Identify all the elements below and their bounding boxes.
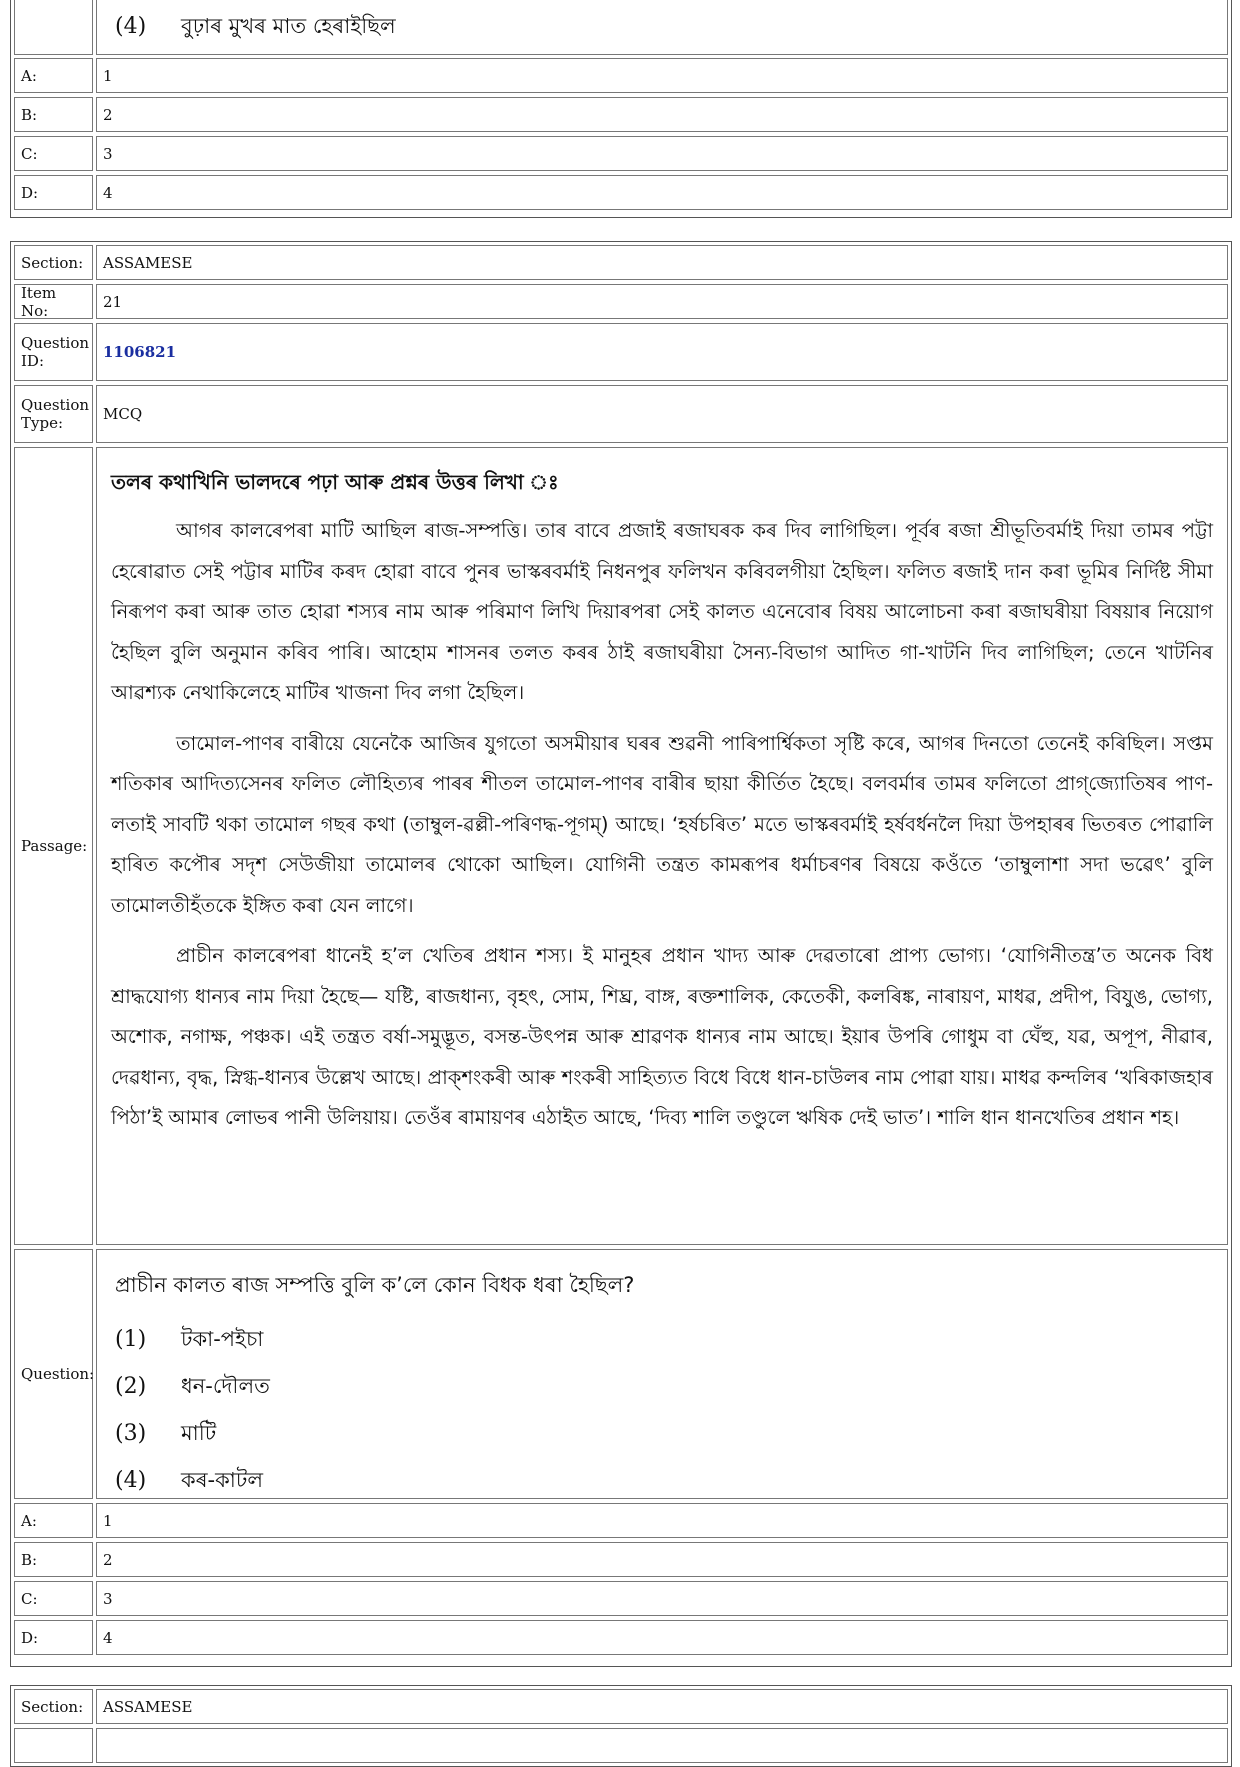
option-4 (115, 1457, 1213, 1504)
option-text: ধন-দৌলত (181, 1374, 270, 1398)
previous-option-4 (115, 3, 396, 50)
question-id-label: Question ID: (14, 323, 93, 381)
question-label: Question: (14, 1249, 93, 1499)
question-item-block (10, 241, 1232, 1667)
question-row (14, 1249, 1228, 1499)
item-no-row (14, 284, 1228, 319)
option-2 (115, 1363, 1213, 1410)
passage-paragraph-3: প্ৰাচীন কালৰেপৰা ধানেই হ’ল খেতিৰ প্ৰধান শস্য। ই মানুহৰ প্ৰধান খাদ্য আৰু দেৱতাৰো প্ৰাপ্য ভোগ্য। ‘যোগিনীতন্ত্ৰ’ত অনেক বিধ শ্ৰাদ্ধযোগ্য ধান্যৰ নাম দিয়া হৈছে— যষ্টি, ৰাজধান্য, বৃহৎ, সোম, শিঘ্ৰ, বাঙ্গ, ৰক্তশালিক, কেতেকী, কলৰিঙ্ক, নাৰায়ণ, মাধৱ, প্ৰদীপ, বিযুঙ, ভোগ্য, অশোক, নগাক্ষ, পঞ্চক। এই তন্ত্ৰত বৰ্ষা-সমুদ্ভূত, বসন্ত-উৎপন্ন আৰু শ্ৰাৱণক ধান্যৰ নাম আছে। ইয়াৰ উপৰি গোধুম বা ঘেঁহু, যৱ, অপূপ, নীৱাৰ, দেৱধান্য, বৃদ্ধ, স্নিগ্ধ-ধান্যৰ উল্লেখ আছে। প্ৰাক্‌শংকৰী আৰু শংকৰী সাহিত্যত বিধে বিধে ধান-চাউলৰ নাম পোৱা যায়। মাধৱ কন্দলিৰ ‘খৰিকাজহাৰ পিঠা’ই আমাৰ লোভৰ পানী উলিয়ায়। তেওঁৰ ৰামায়ণৰ এঠাইত আছে, ‘দিব্য শালি তণ্ডুলে ঋষিক দেই ভাত’। শালি ধান ধানখেতিৰ প্ৰধান শহ। (111, 944, 1213, 1129)
option-text: মাটি (181, 1421, 217, 1445)
answer-value: 4 (96, 175, 1228, 210)
option-number: (4) (115, 13, 147, 39)
option-number: (3) (115, 1421, 147, 1446)
passage-row (14, 447, 1228, 1245)
next-label-cell (14, 1728, 93, 1763)
next-value-cell (96, 1728, 1228, 1763)
previous-question-block (10, 0, 1232, 218)
passage-paragraph-1: আগৰ কালৰেপৰা মাটি আছিল ৰাজ-সম্পত্তি। তাৰ বাবে প্ৰজাই ৰজাঘৰক কৰ দিব লাগিছিল। পূৰ্বৰ ৰজা শ্ৰীভূতিবৰ্মাই দিয়া তামৰ পট্টা হেৰোৱাত সেই পট্টাৰ মাটিৰ কৰদ হোৱা বাবে পুনৰ ভাস্কৰবৰ্মাই নিধনপুৰ ফলিখন কৰিবলগীয়া হৈছিল। ফলিত ৰজাই দান কৰা ভূমিৰ নিৰ্দিষ্ট সীমা নিৰূপণ কৰা আৰু তাত হোৱা শস্যৰ নাম আৰু পৰিমাণ লিখি দিয়াৰপৰা সেই কালত এনেবোৰ বিষয় আলোচনা কৰা ৰজাঘৰীয়া বিষয়াৰ নিয়োগ হৈছিল বুলি অনুমান কৰিব পাৰি। আহোম শাসনৰ তলত কৰৰ ঠাই ৰজাঘৰীয়া সৈন্য-বিভাগ আদিত গা-খাটনি দিব লাগিছিল; তেনে খাটনিৰ আৱশ্যক নেথাকিলেহে মাটিৰ খাজনা দিব লগা হৈছিল। (111, 519, 1213, 704)
option-number: (1) (115, 1327, 147, 1352)
answer-row-d (14, 175, 1228, 210)
item-no-value: 21 (96, 284, 1228, 319)
passage-heading: তলৰ কথাখিনি ভালদৰে পঢ়া আৰু প্ৰশ্নৰ উত্তৰ লিখা ঃ (111, 470, 559, 494)
answer-label: D: (14, 1620, 93, 1655)
previous-question-label-cell (14, 0, 93, 55)
section-label: Section: (14, 245, 93, 280)
section-label: Section: (14, 1689, 93, 1724)
answer-label: A: (14, 1503, 93, 1538)
previous-question-cell (96, 0, 1228, 55)
question-id-row (14, 323, 1228, 381)
answer-value: 3 (96, 136, 1228, 171)
answer-row-b (14, 97, 1228, 132)
question-type-value: MCQ (96, 385, 1228, 443)
answer-label: A: (14, 58, 93, 93)
next-row-partial (14, 1728, 1228, 1763)
option-text: কৰ-কাটল (181, 1468, 263, 1492)
answer-row-a (14, 1503, 1228, 1538)
question-stem: প্ৰাচীন কালত ৰাজ সম্পত্তি বুলি ক’লে কোন বিধক ধৰা হৈছিল? (115, 1273, 635, 1297)
answer-value: 2 (96, 1542, 1228, 1577)
option-text: টকা-পইচা (181, 1327, 264, 1351)
answer-value: 1 (96, 58, 1228, 93)
answer-row-b (14, 1542, 1228, 1577)
section-value: ASSAMESE (96, 245, 1228, 280)
question-id-value: 1106821 (96, 323, 1228, 381)
question-type-label: Question Type: (14, 385, 93, 443)
section-row (14, 1689, 1228, 1724)
answer-label: C: (14, 1581, 93, 1616)
passage-paragraph-2: তামোল-পাণৰ বাৰীয়ে যেনেকৈ আজিৰ যুগতো অসমীয়াৰ ঘৰৰ শুৱনী পাৰিপাৰ্শ্বিকতা সৃষ্টি কৰে, আগৰ দিনতো তেনেই কৰিছিল। সপ্তম শতিকাৰ আদিত্যসেনৰ ফলিত লৌহিত্যৰ পাৰৰ শীতল তামোল-পাণৰ বাৰীৰ ছায়া কীৰ্তিত হৈছে। বলবৰ্মাৰ তামৰ ফলিতো প্ৰাগ্‌জ্যোতিষৰ পাণ-লতাই সাবটি থকা তামোল গছৰ কথা (তাম্বুল-ৱল্লী-পৰিণদ্ধ-পূগম্) আছে। ‘হৰ্ষচৰিত’ মতে ভাস্কৰবৰ্মাই হৰ্ষবৰ্ধনলৈ দিয়া উপহাৰৰ ভিতৰত পোৱালি হাৰিত কপৌৰ সদৃশ সেউজীয়া তামোলৰ থোকো আছিল। যোগিনী তন্ত্ৰত কামৰূপৰ ধৰ্মাচৰণৰ বিষয়ে কওঁতে ‘তাম্বুলাশা সদা ভৱেৎ’ বুলি তামোলতীহঁতকে ইঙ্গিত কৰা যেন লাগে। (111, 731, 1213, 917)
option-number: (4) (115, 1468, 147, 1493)
passage-label: Passage: (14, 447, 93, 1245)
answer-row-d (14, 1620, 1228, 1655)
answer-label: D: (14, 175, 93, 210)
answer-label: B: (14, 1542, 93, 1577)
answer-label: C: (14, 136, 93, 171)
question-content (96, 1249, 1228, 1499)
question-type-row (14, 385, 1228, 443)
answer-value: 1 (96, 1503, 1228, 1538)
item-no-label: Item No: (14, 284, 93, 319)
answer-row-c (14, 1581, 1228, 1616)
section-row (14, 245, 1228, 280)
previous-question-row (14, 0, 1228, 55)
option-1 (115, 1316, 1213, 1363)
answer-value: 4 (96, 1620, 1228, 1655)
answer-label: B: (14, 97, 93, 132)
option-text: বুঢ়াৰ মুখৰ মাত হেৰাইছিল (181, 13, 396, 38)
answer-value: 2 (96, 97, 1228, 132)
passage-text (96, 447, 1228, 1245)
section-value: ASSAMESE (96, 1689, 1228, 1724)
answer-value: 3 (96, 1581, 1228, 1616)
answer-row-c (14, 136, 1228, 171)
option-3 (115, 1410, 1213, 1457)
option-number: (2) (115, 1374, 147, 1399)
answer-row-a (14, 58, 1228, 93)
